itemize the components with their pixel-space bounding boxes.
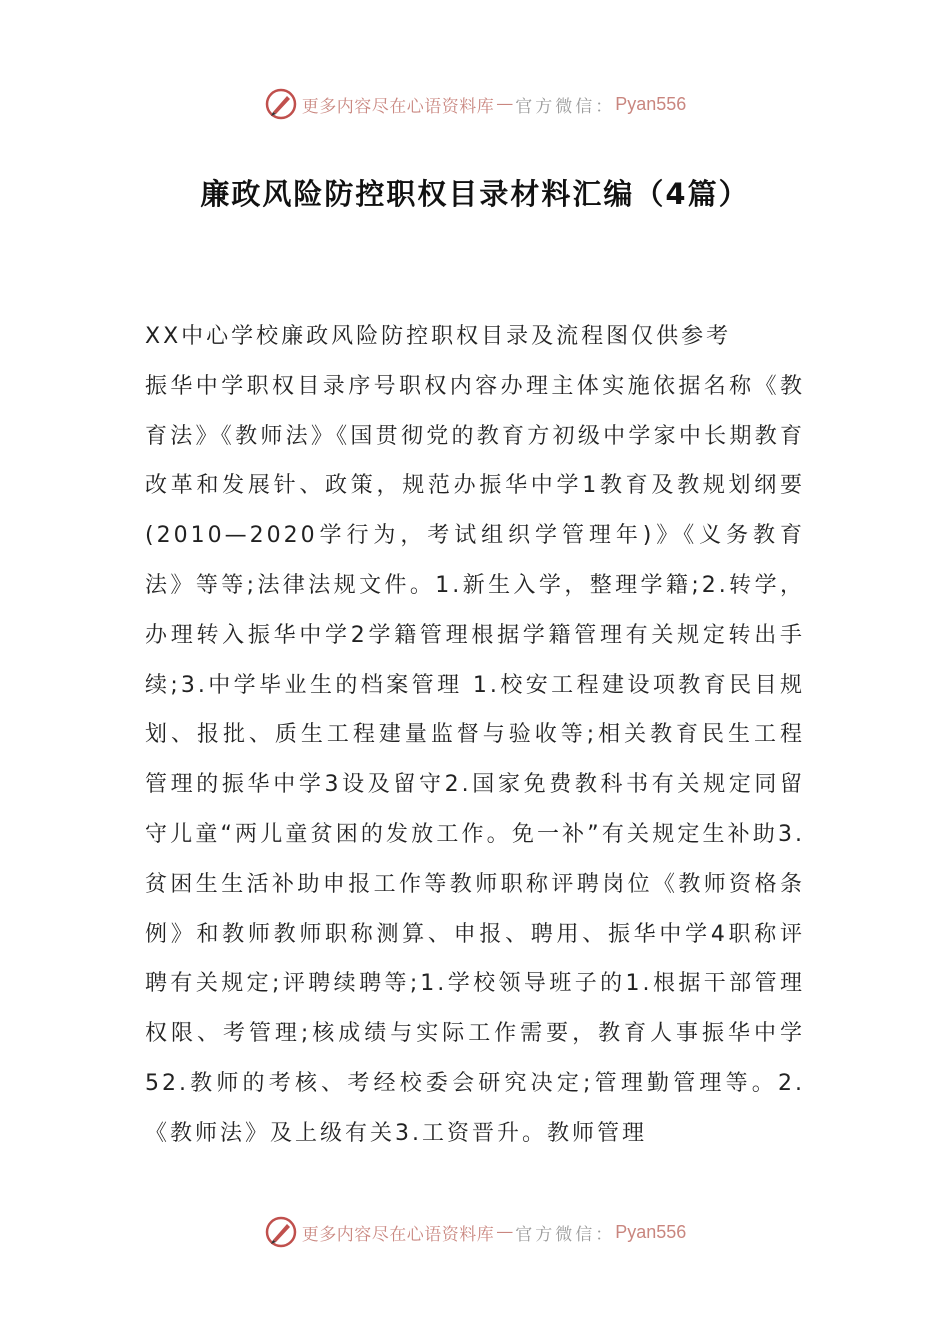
watermark-wechat-id: Pyan556 [615, 1221, 687, 1242]
watermark-header [0, 84, 950, 124]
watermark-text: 更多内容尽在心语资料库 [301, 96, 495, 117]
pen-logo-icon [264, 87, 298, 121]
watermark-official-label: 官方微信： [515, 96, 616, 117]
watermark-footer [0, 1212, 950, 1252]
watermark-wechat-id: Pyan556 [615, 93, 687, 114]
pen-logo-icon [264, 1215, 298, 1249]
watermark-dash: — [496, 94, 514, 114]
document-title: 廉政风险防控职权目录材料汇编（4篇） [200, 177, 750, 211]
document-subtitle: XX中心学校廉政风险防控职权目录及流程图仅供参考 [145, 324, 732, 349]
watermark-official-label: 官方微信： [515, 1224, 616, 1245]
watermark-dash: — [496, 1222, 514, 1242]
document-body [145, 312, 805, 1159]
watermark-text: 更多内容尽在心语资料库 [301, 1224, 495, 1245]
body-paragraph: 振华中学职权目录序号职权内容办理主体实施依据名称《教育法》《教师法》《国贯彻党的教育方初级中学家中长期教育改革和发展针、政策，规范办振华中学1教育及教规划纲要(2010—2020学行为，考试组织学管理年)》《义务教育法》等等;法律法规文件。1.新生入学，整理学籍;2.转学，办理转入振华中学2学籍管理根据学籍管理有关规定转出手续;3.中学毕业生的档案管理 1.校安工程建设项教育民目规划、报批、质生工程建量监督与验收等;相关教育民生工程管理的振华中学3设及留守2.国家免费教科书有关规定同留守儿童“两儿童贫困的发放工作。免一补”有关规定生补助3.贫困生生活补助申报工作等教师职称评聘岗位《教师资格条例》和教师教师职称测算、申报、聘用、振华中学4职称评聘有关规定;评聘续聘等;1.学校领导班子的1.根据干部管理权限、考管理;核成绩与实际工作需要，教育人事振华中学52.教师的考核、考经校委会研究决定;管理勤管理等。2.《教师法》及上级有关3.工资晋升。教师管理 [145, 373, 805, 1146]
